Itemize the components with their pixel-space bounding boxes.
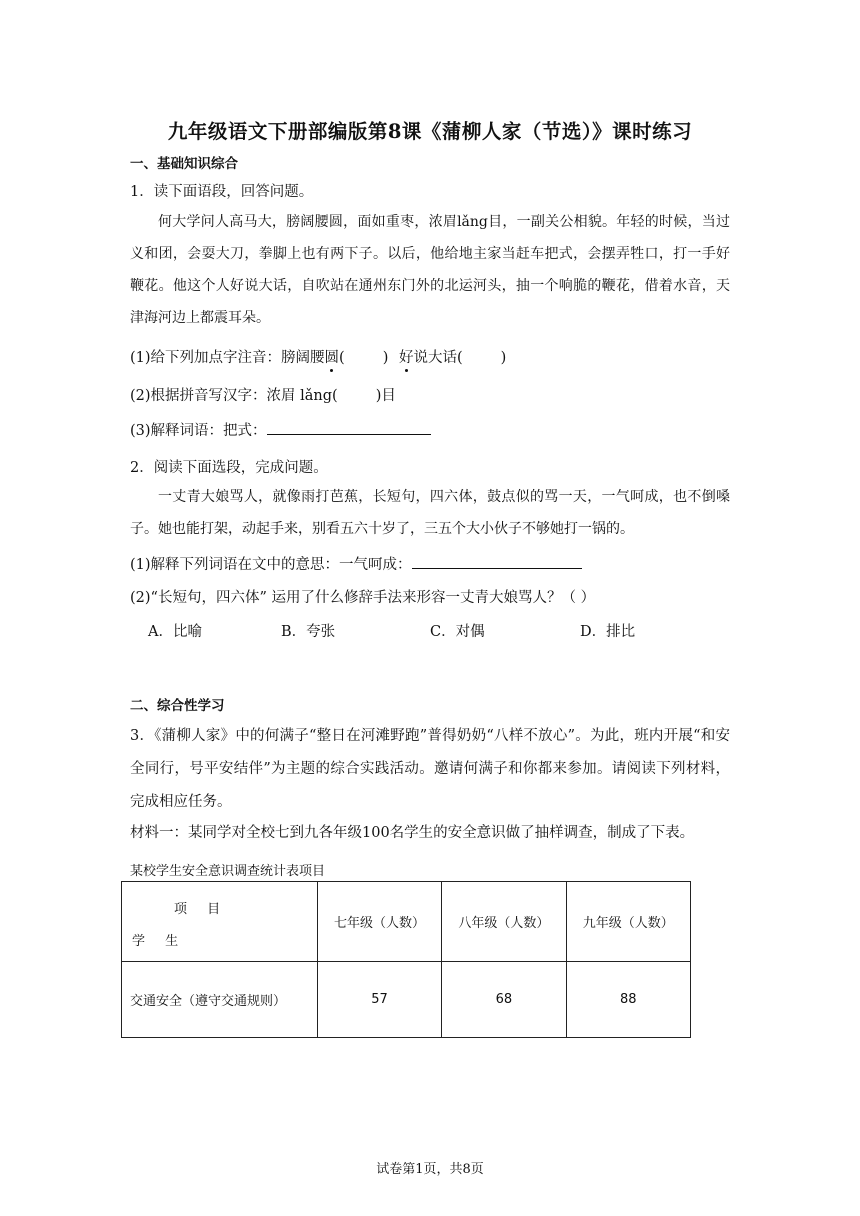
option-a[interactable]: A．比喻 <box>148 624 202 640</box>
corner-label-student: 学 生 <box>132 934 187 949</box>
section-heading-comprehensive: 二、综合性学习 <box>130 698 225 714</box>
sub2-prefix: (2)根据拼音写汉字：浓眉 lǎng( <box>130 388 338 404</box>
answer-line-1[interactable] <box>267 420 431 435</box>
sub1-prefix: (1)给下列加点字注音： <box>130 350 282 366</box>
table-row <box>122 962 691 1038</box>
table-corner-cell <box>122 882 318 962</box>
question-2-sub-2: (2)“长短句，四六体” 运用了什么修辞手法来形容一丈青大娘骂人？（ ） <box>130 590 596 606</box>
survey-table <box>121 881 691 1038</box>
question-2-passage: 一丈青大娘骂人，就像雨打芭蕉，长短句，四六体，鼓点似的骂一天，一气呵成，也不倒嗓子。她也能打架，动起手来，别看五六十岁了，三五个大小伙子不够她打一锅的。 <box>130 489 730 537</box>
cell-grade8-traffic: 68 <box>442 962 566 1038</box>
page-title: 九年级语文下册部编版第8课《蒲柳人家（节选）》课时练习 <box>167 120 693 143</box>
question-1-sub-3 <box>130 419 431 440</box>
question-2-sub-1 <box>130 553 582 574</box>
table-caption: 某校学生安全意识调查统计表项目 <box>130 864 326 879</box>
table-header-row <box>122 882 691 962</box>
paren-close-2: ) <box>500 350 507 366</box>
question-1-sub-1 <box>130 346 506 367</box>
question-3-passage: 3．《蒲柳人家》中的何满子“整日在河滩野跑”普得奶奶“八样不放心”。为此，班内开展“和安全同行，号平安结伴”为主题的综合实践活动。邀请何满子和你都来参加。请阅读下列材料，完成相应任务。 <box>130 728 730 810</box>
cell-grade7-traffic: 57 <box>317 962 441 1038</box>
answer-line-2[interactable] <box>412 554 582 569</box>
row-label-traffic-safety: 交通安全（遵守交通规则） <box>122 962 318 1038</box>
option-c[interactable]: C．对偶 <box>430 624 485 640</box>
emphasis-char-hao: 好 <box>399 346 414 367</box>
dotted-word-2: 说大话( <box>413 350 463 366</box>
material-1-text: 材料一：某同学对全校七到九各年级100名学生的安全意识做了抽样调查，制成了下表。 <box>130 825 695 841</box>
corner-label-item: 项 目 <box>174 902 229 917</box>
option-d[interactable]: D．排比 <box>580 624 636 640</box>
emphasis-char-yuan: 圆 <box>325 346 340 367</box>
option-b[interactable]: B．夸张 <box>281 624 336 640</box>
question-1-passage: 何大学问人高马大，膀阔腰圆，面如重枣，浓眉lǎng目，一副关公相貌。年轻的时候，当过义和团，会耍大刀，拳脚上也有两下子。以后，他给地主家当赶车把式，会摆弄牲口，打一手好鞭花。他这个人好说大话，自吹站在通州东门外的北运河头，抽一个响脆的鞭花，借着水音，天津海河边上都震耳朵。 <box>130 214 730 326</box>
column-header-grade9: 九年级（人数） <box>566 882 690 962</box>
question-2-prompt: 2．阅读下面选段，完成问题。 <box>130 460 328 476</box>
question-1-sub-2 <box>130 384 396 405</box>
sub3-prefix: (3)解释词语：把式： <box>130 423 267 439</box>
paren-close-1: ) <box>382 350 389 366</box>
q2-sub1-text: (1)解释下列词语在文中的意思：一气呵成： <box>130 557 412 573</box>
column-header-grade7: 七年级（人数） <box>317 882 441 962</box>
question-1-prompt: 1．读下面语段，回答问题。 <box>130 184 314 200</box>
section-heading-basic: 一、基础知识综合 <box>130 156 238 172</box>
cell-grade9-traffic: 88 <box>566 962 690 1038</box>
paren-open-1: ( <box>339 350 345 366</box>
dotted-word-1: 膀阔腰 <box>281 350 325 366</box>
column-header-grade8: 八年级（人数） <box>442 882 566 962</box>
page-footer: 试卷第1页，共8页 <box>376 1162 484 1177</box>
sub2-suffix: )目 <box>375 388 396 404</box>
